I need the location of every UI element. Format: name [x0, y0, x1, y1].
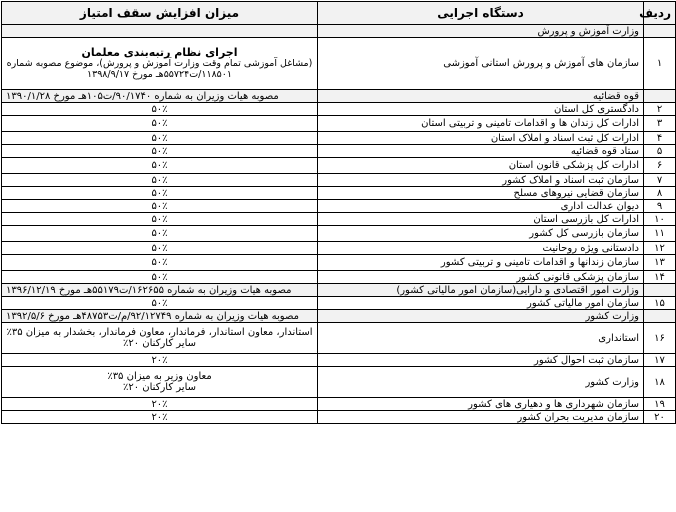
increase-cell [2, 38, 318, 90]
executive-cell: سازمان قضایی نیروهای مسلح [318, 187, 644, 200]
row-number: ۱۷ [644, 354, 676, 367]
increase-cell [2, 323, 318, 354]
increase-cell: ۲۰٪ [2, 398, 318, 411]
table-row [2, 116, 676, 132]
executive-cell: سازمان ثبت اسناد و املاک کشور [318, 174, 644, 187]
table-row [2, 226, 676, 242]
table-row [2, 271, 676, 284]
section-row-economy [2, 284, 676, 297]
section-title-interior: وزارت کشور [318, 310, 644, 323]
table-row [2, 158, 676, 174]
section-row-interior [2, 310, 676, 323]
increase-cell: ۵۰٪ [2, 116, 318, 132]
row-number: ۹ [644, 200, 676, 213]
executive-cell: وزارت کشور [318, 367, 644, 398]
section-approval-economy: مصوبه هیات وزیران به شماره ۱۶۲۶۵۵/ت۵۵۱۷۹هـ مورخ ۱۳۹۶/۱۲/۱۹ [2, 284, 318, 297]
header-executive: دستگاه اجرایی [318, 2, 644, 25]
table-row [2, 354, 676, 367]
table-row [2, 242, 676, 255]
row-number: ۱۳ [644, 255, 676, 271]
executive-cell: سازمان های آموزش و پرورش استانی آموزشی [318, 38, 644, 90]
table-row [2, 200, 676, 213]
section-row-judiciary [2, 90, 676, 103]
executive-cell: سازمان زندانها و اقدامات تامینی و تربیتی کشور [318, 255, 644, 271]
row-number: ۱۴ [644, 271, 676, 284]
increase-line: سایر کارکنان ۲۰٪ [122, 382, 196, 393]
table-row [2, 398, 676, 411]
increase-cell: ۵۰٪ [2, 213, 318, 226]
row-number: ۲۰ [644, 411, 676, 424]
row-number: ۱۲ [644, 242, 676, 255]
section-title-judiciary: قوه قضائیه [318, 90, 644, 103]
increase-line: استاندار، معاون استاندار، فرماندار، معاون فرماندار، بخشدار به میزان ۳۵٪ [6, 327, 313, 338]
executive-cell: سازمان بازرسی کل کشور [318, 226, 644, 242]
table-row [2, 132, 676, 145]
increase-cell: ۵۰٪ [2, 255, 318, 271]
increase-cell: ۵۰٪ [2, 158, 318, 174]
row-number: ۱۶ [644, 323, 676, 354]
row-number: ۷ [644, 174, 676, 187]
increase-cell: ۲۰٪ [2, 354, 318, 367]
executive-cell: سازمان پزشکی قانونی کشور [318, 271, 644, 284]
data-table [1, 1, 676, 424]
executive-cell: ادارات کل بازرسی استان [318, 213, 644, 226]
table-row [2, 187, 676, 200]
table-row [2, 255, 676, 271]
increase-line: معاون وزیر به میزان ۳۵٪ [107, 371, 212, 382]
table-row [2, 103, 676, 116]
executive-cell: دادستانی ویژه روحانیت [318, 242, 644, 255]
section-row-education [2, 25, 676, 38]
increase-cell: ۵۰٪ [2, 103, 318, 116]
executive-cell: استانداری [318, 323, 644, 354]
table-row [2, 145, 676, 158]
row-number: ۱۵ [644, 297, 676, 310]
row-number: ۲ [644, 103, 676, 116]
row-number: ۴ [644, 132, 676, 145]
table-row [2, 174, 676, 187]
row-number: ۱۱ [644, 226, 676, 242]
table-row [2, 367, 676, 398]
row-number: ۱۸ [644, 367, 676, 398]
increase-cell: ۵۰٪ [2, 187, 318, 200]
row-number: ۱ [644, 38, 676, 90]
program-reference: ۱۱۸۵۰۱/ت۵۵۷۲۴هـ مورخ ۱۳۹۸/۹/۱۷ [87, 69, 232, 80]
header-increase: میزان افزایش سقف امتیاز [2, 2, 318, 25]
table-row [2, 213, 676, 226]
executive-cell: سازمان مدیریت بحران کشور [318, 411, 644, 424]
executive-cell: سازمان امور مالیاتی کشور [318, 297, 644, 310]
program-title: اجرای نظام رتبه‌بندی معلمان [81, 46, 238, 59]
program-description: (مشاغل آموزشی تمام وقت وزارت آموزش و پرورش)، موضوع مصوبه شماره [6, 58, 313, 69]
executive-cell: سازمان شهرداری ها و دهیاری های کشور [318, 398, 644, 411]
executive-cell: ستاد قوه قضائیه [318, 145, 644, 158]
row-number: ۱۹ [644, 398, 676, 411]
increase-cell: ۵۰٪ [2, 226, 318, 242]
executive-cell: ادارات کل ثبت اسناد و املاک استان [318, 132, 644, 145]
increase-cell: ۵۰٪ [2, 200, 318, 213]
table-row [2, 38, 676, 90]
table-row [2, 297, 676, 310]
section-title-education: وزارت آموزش و پرورش [318, 25, 644, 38]
increase-cell: ۵۰٪ [2, 242, 318, 255]
header-row [2, 2, 676, 25]
section-approval-judiciary: مصوبه هیات وزیران به شماره ۹۰/۱۷۴۰/ت۱۰۵هـ مورخ ۱۳۹۰/۱/۲۸ [2, 90, 318, 103]
header-row-no: ردیف [644, 2, 676, 25]
increase-cell: ۵۰٪ [2, 297, 318, 310]
executive-cell: دادگستری کل استان [318, 103, 644, 116]
section-approval-interior: مصوبه هیات وزیران به شماره ۹۲/۱۲۷۴۹/م/ت۴۸۷۵۳هـ مورخ ۱۳۹۲/۵/۶ [2, 310, 318, 323]
increase-cell: ۵۰٪ [2, 145, 318, 158]
increase-cell [2, 367, 318, 398]
increase-cell: ۵۰٪ [2, 174, 318, 187]
increase-cell: ۵۰٪ [2, 132, 318, 145]
row-number: ۵ [644, 145, 676, 158]
increase-cell: ۲۰٪ [2, 411, 318, 424]
executive-cell: ادارات کل پزشکی قانون استان [318, 158, 644, 174]
executive-cell: سازمان ثبت احوال کشور [318, 354, 644, 367]
increase-cell: ۵۰٪ [2, 271, 318, 284]
table-row [2, 411, 676, 424]
row-number: ۶ [644, 158, 676, 174]
executive-cell: ادارات کل زندان ها و اقدامات تامینی و تربیتی استان [318, 116, 644, 132]
increase-line: سایر کارکنان ۲۰٪ [122, 338, 196, 349]
table-row [2, 323, 676, 354]
executive-cell: دیوان عدالت اداری [318, 200, 644, 213]
row-number: ۸ [644, 187, 676, 200]
row-number: ۳ [644, 116, 676, 132]
section-title-economy: وزارت امور اقتصادی و دارایی(سازمان امور مالیاتی کشور) [318, 284, 644, 297]
row-number: ۱۰ [644, 213, 676, 226]
